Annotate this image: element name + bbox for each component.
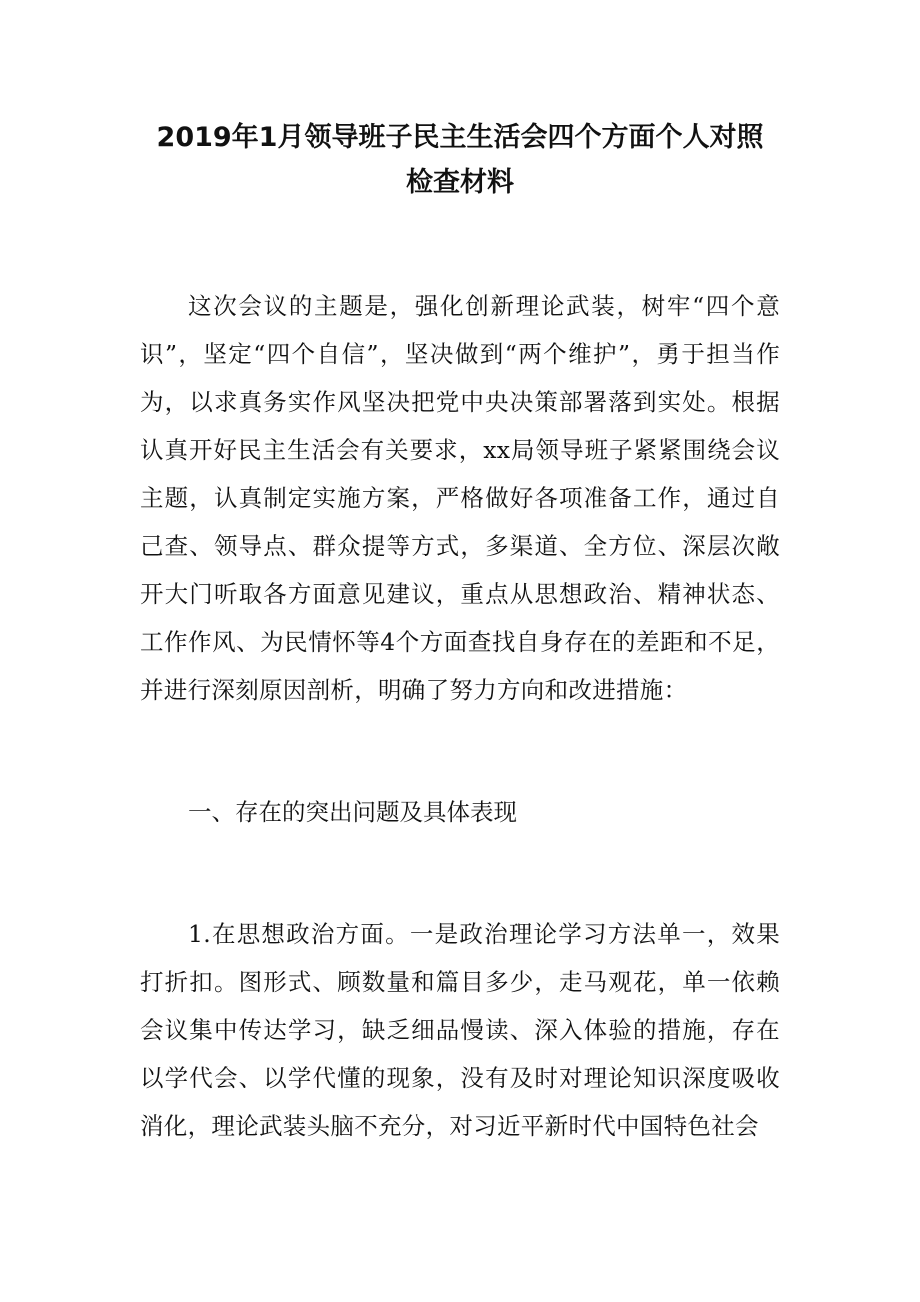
section-heading: 一、存在的突出问题及具体表现	[188, 798, 517, 826]
intro-paragraph: 这次会议的主题是，强化创新理论武装，树牢“四个意识”，坚定“四个自信”，坚决做到“两个维护”，勇于担当作为，以求真务实作风坚决把党中央决策部署落到实处。根据认真开好民主生活会有关要求，xx局领导班子紧紧围绕会议主题，认真制定实施方案，严格做好各项准备工作，通过自己查、领导点、群众提等方式，多渠道、全方位、深层次敞开大门听取各方面意见建议，重点从思想政治、精神状态、工作作风、为民情怀等4个方面查找自身存在的差距和不足，并进行深刻原因剖析，明确了努力方向和改进措施：	[140, 292, 780, 704]
document-title-line-2: 检查材料	[406, 167, 514, 198]
paragraph-ideology-politics: 1.在思想政治方面。一是政治理论学习方法单一，效果打折扣。图形式、顾数量和篇目多少，走马观花，单一依赖会议集中传达学习，缺乏细品慢读、深入体验的措施，存在以学代会、以学代懂的现象，没有及时对理论知识深度吸收消化，理论武装头脑不充分，对习近平新时代中国特色社会	[140, 920, 780, 1140]
document-title-line-1: 2019年1月领导班子民主生活会四个方面个人对照	[156, 122, 764, 153]
